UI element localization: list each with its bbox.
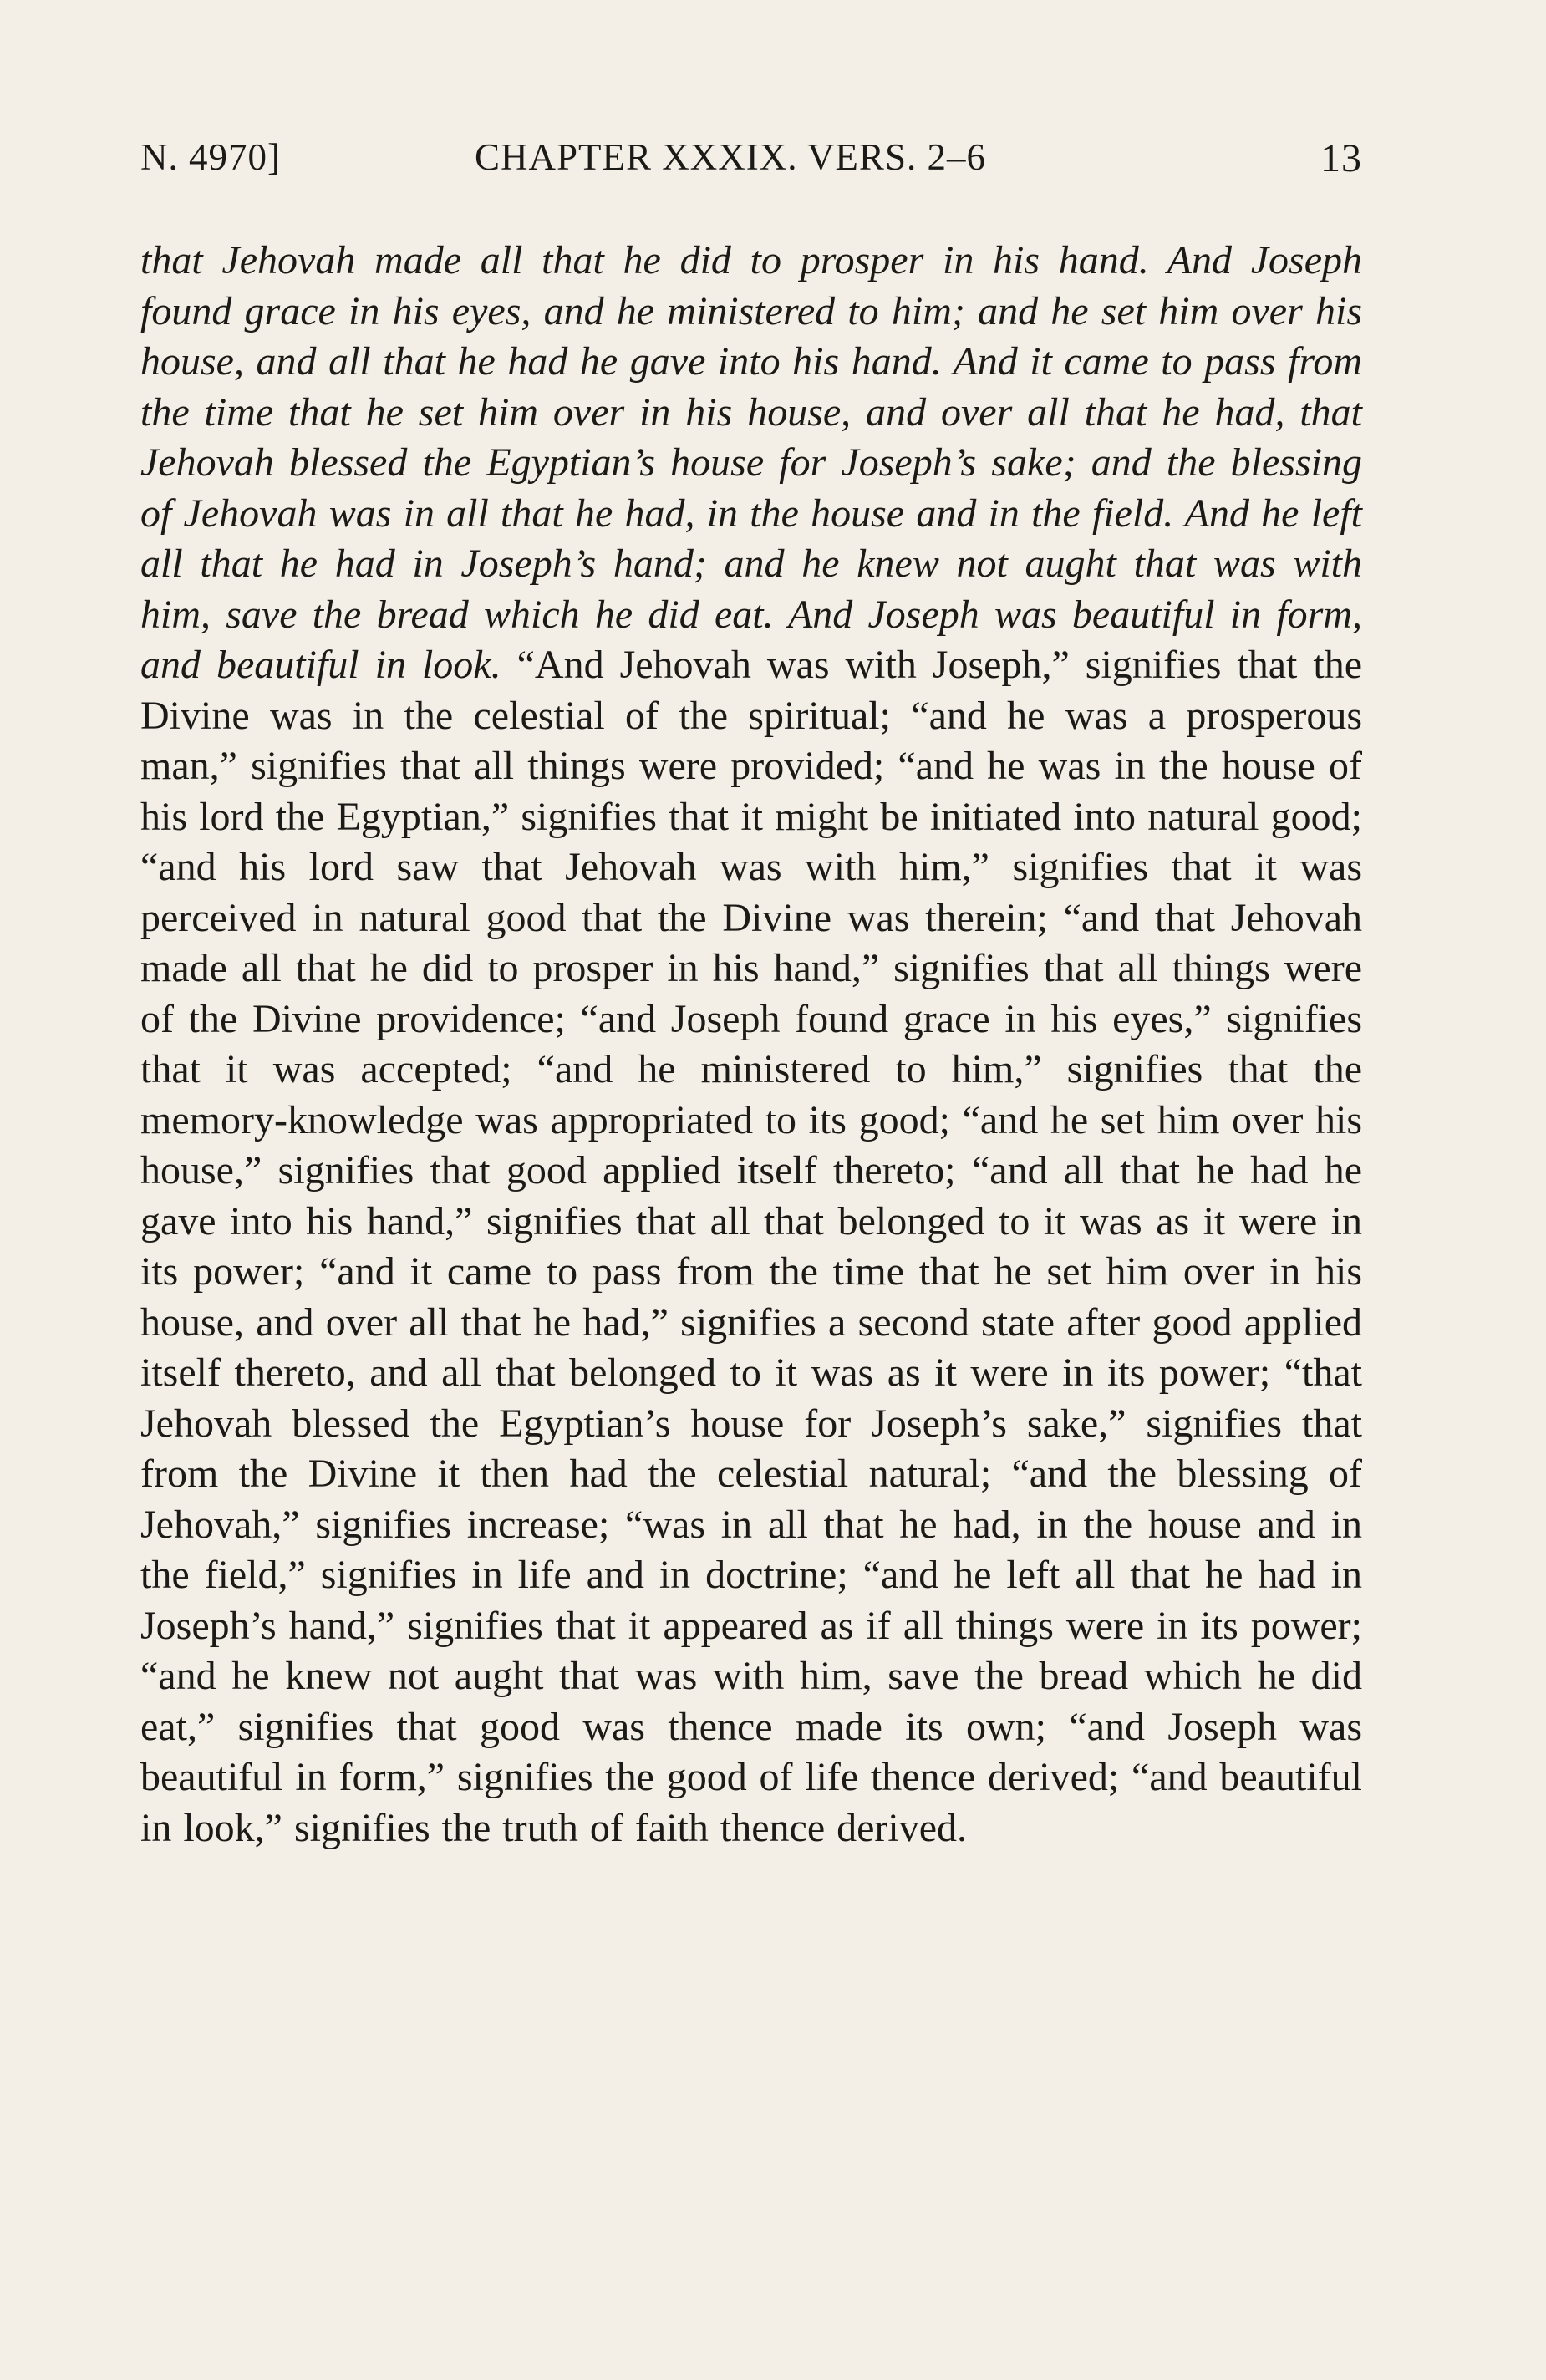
chapter-title: CHAPTER XXXIX. VERS. 2–6	[475, 136, 986, 178]
scripture-passage: that Jehovah made all that he did to prosper in his hand. And Joseph found grace in his eyes, and he ministered to him; and he set him over his house, and all that he had he gave into his hand. And it came to pass from the time that he set him over in his house, and over all that he had, that Jehovah blessed the Egyptian’s house for Joseph’s sake; and the blessing of Jehovah was in all that he had, in the house and in the field. And he left all that he had in Joseph’s hand; and he knew not aught that was with him, save the bread which he did eat. And Joseph was beautiful in form, and beautiful in look.	[140, 238, 1362, 687]
page-number: 13	[1320, 136, 1362, 181]
section-number: N. 4970]	[140, 136, 281, 178]
exposition-text: “And Jehovah was with Joseph,” signifies that the Divine was in the celestial of the spiritual; “and he was a prosperous man,” signifies that all things were provided; “and he was in the house of his lord the Egyptian,” signifies that it might be initiated into natural good; “and his lord saw that Jehovah was with him,” signifies that it was perceived in natural good that the Divine was therein; “and that Jehovah made all that he did to prosper in his hand,” signifies that all things were of the Divine providence; “and Joseph found grace in his eyes,” signifies that it was accepted; “and he ministered to him,” signifies that the memory-knowledge was appropriated to its good; “and he set him over his house,” signifies that good applied itself thereto; “and all that he had he gave into his hand,” signifies that all that belonged to it was as it were in its power; “and it came to pass from the time that he set him over in his house, and over all that he had,” signifies a second state after good applied itself thereto, and all that belonged to it was as it were in its power; “that Jehovah blessed the Egyptian’s house for Joseph’s sake,” signifies that from the Divine it then had the celestial natural; “and the blessing of Jehovah,” signifies increase; “was in all that he had, in the house and in the field,” signifies in life and in doctrine; “and he left all that he had in Joseph’s hand,” signifies that it appeared as if all things were in its power; “and he knew not aught that was with him, save the bread which he did eat,” signifies that good was thence made its own; “and Joseph was beautiful in form,” signifies the good of life thence derived; “and beautiful in look,” signifies the truth of faith thence derived.	[140, 643, 1363, 1850]
paragraph	[140, 236, 1362, 1854]
running-head	[140, 135, 1362, 186]
body-text	[140, 236, 1362, 1854]
